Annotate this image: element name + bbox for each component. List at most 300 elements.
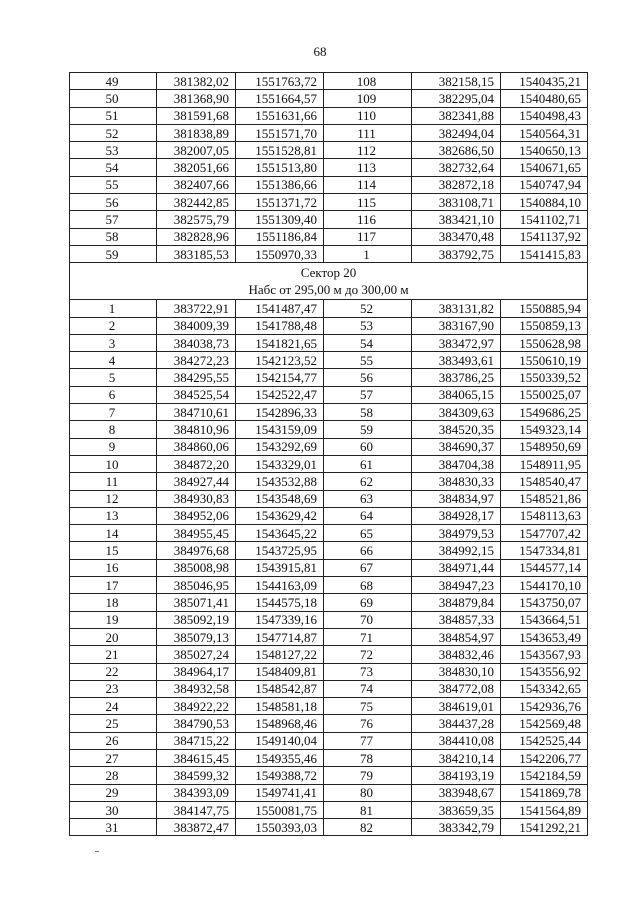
y-coordinate-left: 1547339,16 (236, 611, 324, 628)
y-coordinate-left: 1551386,66 (236, 176, 324, 193)
x-coordinate-right: 384437,28 (412, 715, 501, 732)
x-coordinate-right: 384947,23 (412, 577, 501, 594)
y-coordinate-left: 1551664,57 (236, 90, 324, 107)
x-coordinate-right: 384971,44 (412, 559, 501, 576)
y-coordinate-right: 1543556,92 (501, 663, 588, 680)
point-number-left: 27 (70, 749, 157, 766)
y-coordinate-right: 1548950,69 (501, 438, 588, 455)
y-coordinate-left: 1551528,81 (236, 142, 324, 159)
x-coordinate-right: 382158,15 (412, 73, 501, 90)
x-coordinate-right: 382341,88 (412, 107, 501, 124)
point-number-left: 28 (70, 767, 157, 784)
table-row (70, 715, 588, 732)
y-coordinate-right: 1548113,63 (501, 507, 588, 524)
point-number-left: 50 (70, 90, 157, 107)
x-coordinate-right: 384309,63 (412, 404, 501, 421)
x-coordinate-left: 384927,44 (157, 473, 236, 490)
x-coordinate-right: 384832,46 (412, 646, 501, 663)
point-number-left: 3 (70, 334, 157, 351)
y-coordinate-right: 1550339,52 (501, 369, 588, 386)
point-number-right: 112 (324, 142, 412, 159)
point-number-left: 19 (70, 611, 157, 628)
x-coordinate-right: 383421,10 (412, 211, 501, 228)
x-coordinate-right: 383786,25 (412, 369, 501, 386)
y-coordinate-left: 1549140,04 (236, 732, 324, 749)
point-number-right: 74 (324, 680, 412, 697)
y-coordinate-left: 1543159,09 (236, 421, 324, 438)
point-number-right: 110 (324, 107, 412, 124)
x-coordinate-left: 381591,68 (157, 107, 236, 124)
y-coordinate-right: 1540564,31 (501, 124, 588, 141)
x-coordinate-right: 383659,35 (412, 801, 501, 818)
point-number-right: 80 (324, 784, 412, 801)
point-number-right: 79 (324, 767, 412, 784)
table-row (70, 194, 588, 211)
point-number-left: 10 (70, 455, 157, 472)
table-row (70, 404, 588, 421)
y-coordinate-right: 1550628,98 (501, 334, 588, 351)
y-coordinate-right: 1540480,65 (501, 90, 588, 107)
y-coordinate-right: 1541415,83 (501, 245, 588, 262)
x-coordinate-left: 381838,89 (157, 124, 236, 141)
x-coordinate-right: 383792,75 (412, 245, 501, 262)
y-coordinate-left: 1542896,33 (236, 404, 324, 421)
x-coordinate-left: 384955,45 (157, 525, 236, 542)
y-coordinate-right: 1542184,59 (501, 767, 588, 784)
y-coordinate-right: 1543653,49 (501, 628, 588, 645)
x-coordinate-left: 384810,96 (157, 421, 236, 438)
y-coordinate-left: 1548409,81 (236, 663, 324, 680)
table-row (70, 628, 588, 645)
point-number-right: 76 (324, 715, 412, 732)
point-number-right: 60 (324, 438, 412, 455)
point-number-left: 58 (70, 228, 157, 245)
x-coordinate-right: 384210,14 (412, 749, 501, 766)
y-coordinate-right: 1540747,94 (501, 176, 588, 193)
point-number-right: 69 (324, 594, 412, 611)
sector-subtitle: Набс от 295,00 м до 300,00 м (248, 282, 409, 298)
table-row (70, 159, 588, 176)
y-coordinate-right: 1542525,44 (501, 732, 588, 749)
y-coordinate-left: 1548968,46 (236, 715, 324, 732)
point-number-left: 17 (70, 577, 157, 594)
table-row (70, 211, 588, 228)
x-coordinate-left: 383185,53 (157, 245, 236, 262)
point-number-left: 13 (70, 507, 157, 524)
table-row (70, 73, 588, 90)
x-coordinate-left: 382442,85 (157, 194, 236, 211)
point-number-left: 6 (70, 386, 157, 403)
y-coordinate-left: 1541821,65 (236, 334, 324, 351)
y-coordinate-right: 1550859,13 (501, 317, 588, 334)
x-coordinate-right: 384704,38 (412, 455, 501, 472)
y-coordinate-right: 1549323,14 (501, 421, 588, 438)
point-number-left: 53 (70, 142, 157, 159)
y-coordinate-left: 1547714,87 (236, 628, 324, 645)
y-coordinate-right: 1543750,07 (501, 594, 588, 611)
x-coordinate-left: 381368,90 (157, 90, 236, 107)
point-number-left: 4 (70, 352, 157, 369)
point-number-left: 20 (70, 628, 157, 645)
y-coordinate-right: 1544577,14 (501, 559, 588, 576)
y-coordinate-right: 1548540,47 (501, 473, 588, 490)
point-number-left: 54 (70, 159, 157, 176)
x-coordinate-right: 384690,37 (412, 438, 501, 455)
point-number-left: 24 (70, 698, 157, 715)
point-number-left: 8 (70, 421, 157, 438)
point-number-right: 67 (324, 559, 412, 576)
y-coordinate-right: 1550025,07 (501, 386, 588, 403)
y-coordinate-left: 1548581,18 (236, 698, 324, 715)
point-number-right: 63 (324, 490, 412, 507)
y-coordinate-right: 1544170,10 (501, 577, 588, 594)
y-coordinate-left: 1542154,77 (236, 369, 324, 386)
point-number-right: 68 (324, 577, 412, 594)
y-coordinate-left: 1549355,46 (236, 749, 324, 766)
y-coordinate-right: 1547707,42 (501, 525, 588, 542)
x-coordinate-left: 384525,54 (157, 386, 236, 403)
point-number-right: 55 (324, 352, 412, 369)
point-number-left: 15 (70, 542, 157, 559)
point-number-right: 77 (324, 732, 412, 749)
point-number-left: 9 (70, 438, 157, 455)
point-number-left: 1 (70, 300, 157, 317)
y-coordinate-left: 1551763,72 (236, 73, 324, 90)
point-number-left: 57 (70, 211, 157, 228)
x-coordinate-right: 384834,97 (412, 490, 501, 507)
y-coordinate-right: 1548911,95 (501, 455, 588, 472)
x-coordinate-right: 383131,82 (412, 300, 501, 317)
x-coordinate-left: 384860,06 (157, 438, 236, 455)
x-coordinate-right: 382872,18 (412, 176, 501, 193)
table-row (70, 767, 588, 784)
table-row (70, 525, 588, 542)
x-coordinate-left: 384710,61 (157, 404, 236, 421)
table-row (70, 732, 588, 749)
x-coordinate-right: 384857,33 (412, 611, 501, 628)
y-coordinate-right: 1543567,93 (501, 646, 588, 663)
x-coordinate-right: 384992,15 (412, 542, 501, 559)
y-coordinate-left: 1548127,22 (236, 646, 324, 663)
table-row (70, 507, 588, 524)
x-coordinate-right: 382295,04 (412, 90, 501, 107)
y-coordinate-right: 1541564,89 (501, 801, 588, 818)
point-number-left: 5 (70, 369, 157, 386)
x-coordinate-right: 384520,35 (412, 421, 501, 438)
x-coordinate-left: 385092,19 (157, 611, 236, 628)
table-row (70, 784, 588, 801)
y-coordinate-right: 1541292,21 (501, 819, 588, 836)
x-coordinate-left: 382007,05 (157, 142, 236, 159)
sector-header-row (70, 263, 588, 300)
table-section-before (70, 73, 588, 263)
point-number-right: 78 (324, 749, 412, 766)
x-coordinate-right: 384979,53 (412, 525, 501, 542)
point-number-right: 66 (324, 542, 412, 559)
y-coordinate-right: 1543664,51 (501, 611, 588, 628)
x-coordinate-left: 384930,83 (157, 490, 236, 507)
point-number-left: 26 (70, 732, 157, 749)
x-coordinate-left: 385046,95 (157, 577, 236, 594)
x-coordinate-left: 384715,22 (157, 732, 236, 749)
x-coordinate-right: 384830,10 (412, 663, 501, 680)
point-number-left: 52 (70, 124, 157, 141)
y-coordinate-left: 1550081,75 (236, 801, 324, 818)
x-coordinate-left: 384790,53 (157, 715, 236, 732)
y-coordinate-left: 1544163,09 (236, 577, 324, 594)
x-coordinate-left: 383872,47 (157, 819, 236, 836)
y-coordinate-left: 1541788,48 (236, 317, 324, 334)
x-coordinate-right: 384410,08 (412, 732, 501, 749)
scan-mark (95, 851, 99, 852)
y-coordinate-left: 1549388,72 (236, 767, 324, 784)
x-coordinate-left: 382407,66 (157, 176, 236, 193)
point-number-right: 70 (324, 611, 412, 628)
y-coordinate-right: 1550885,94 (501, 300, 588, 317)
page-number: 68 (313, 44, 327, 59)
y-coordinate-left: 1543725,95 (236, 542, 324, 559)
x-coordinate-right: 383108,71 (412, 194, 501, 211)
y-coordinate-left: 1551631,66 (236, 107, 324, 124)
point-number-left: 51 (70, 107, 157, 124)
table-row (70, 124, 588, 141)
x-coordinate-left: 384964,17 (157, 663, 236, 680)
y-coordinate-left: 1551513,80 (236, 159, 324, 176)
point-number-right: 1 (324, 245, 412, 262)
x-coordinate-right: 384193,19 (412, 767, 501, 784)
sector-title: Сектор 20 (300, 265, 357, 281)
x-coordinate-left: 384038,73 (157, 334, 236, 351)
x-coordinate-left: 384393,09 (157, 784, 236, 801)
table-row (70, 542, 588, 559)
x-coordinate-right: 382732,64 (412, 159, 501, 176)
x-coordinate-left: 384872,20 (157, 455, 236, 472)
y-coordinate-left: 1543915,81 (236, 559, 324, 576)
table-row (70, 352, 588, 369)
x-coordinate-left: 384599,32 (157, 767, 236, 784)
y-coordinate-right: 1543342,65 (501, 680, 588, 697)
point-number-right: 117 (324, 228, 412, 245)
x-coordinate-right: 384772,08 (412, 680, 501, 697)
point-number-right: 58 (324, 404, 412, 421)
coordinates-table (69, 72, 588, 836)
point-number-left: 59 (70, 245, 157, 262)
y-coordinate-left: 1541487,47 (236, 300, 324, 317)
y-coordinate-right: 1549686,25 (501, 404, 588, 421)
point-number-right: 73 (324, 663, 412, 680)
y-coordinate-left: 1551309,40 (236, 211, 324, 228)
y-coordinate-left: 1542522,47 (236, 386, 324, 403)
point-number-left: 11 (70, 473, 157, 490)
point-number-right: 53 (324, 317, 412, 334)
point-number-right: 59 (324, 421, 412, 438)
table-row (70, 421, 588, 438)
y-coordinate-left: 1543532,88 (236, 473, 324, 490)
y-coordinate-left: 1543629,42 (236, 507, 324, 524)
table-row (70, 801, 588, 818)
y-coordinate-right: 1540498,43 (501, 107, 588, 124)
y-coordinate-left: 1548542,87 (236, 680, 324, 697)
table-row (70, 577, 588, 594)
point-number-right: 113 (324, 159, 412, 176)
table-row (70, 698, 588, 715)
x-coordinate-left: 385079,13 (157, 628, 236, 645)
point-number-right: 116 (324, 211, 412, 228)
y-coordinate-right: 1542936,76 (501, 698, 588, 715)
point-number-right: 115 (324, 194, 412, 211)
y-coordinate-right: 1542206,77 (501, 749, 588, 766)
point-number-left: 22 (70, 663, 157, 680)
y-coordinate-left: 1543292,69 (236, 438, 324, 455)
x-coordinate-left: 385071,41 (157, 594, 236, 611)
y-coordinate-right: 1547334,81 (501, 542, 588, 559)
point-number-right: 54 (324, 334, 412, 351)
x-coordinate-left: 385027,24 (157, 646, 236, 663)
x-coordinate-right: 384619,01 (412, 698, 501, 715)
point-number-left: 29 (70, 784, 157, 801)
point-number-right: 52 (324, 300, 412, 317)
y-coordinate-right: 1540435,21 (501, 73, 588, 90)
y-coordinate-left: 1542123,52 (236, 352, 324, 369)
y-coordinate-right: 1541869,78 (501, 784, 588, 801)
y-coordinate-left: 1543548,69 (236, 490, 324, 507)
point-number-right: 65 (324, 525, 412, 542)
point-number-left: 21 (70, 646, 157, 663)
x-coordinate-right: 383342,79 (412, 819, 501, 836)
point-number-right: 111 (324, 124, 412, 141)
table-row (70, 334, 588, 351)
point-number-right: 71 (324, 628, 412, 645)
x-coordinate-right: 382686,50 (412, 142, 501, 159)
y-coordinate-left: 1550393,03 (236, 819, 324, 836)
table-section-after (70, 300, 588, 836)
y-coordinate-right: 1540671,65 (501, 159, 588, 176)
table-row (70, 107, 588, 124)
point-number-right: 64 (324, 507, 412, 524)
y-coordinate-left: 1551571,70 (236, 124, 324, 141)
point-number-left: 7 (70, 404, 157, 421)
x-coordinate-right: 384065,15 (412, 386, 501, 403)
table-row (70, 646, 588, 663)
point-number-right: 62 (324, 473, 412, 490)
point-number-right: 75 (324, 698, 412, 715)
point-number-left: 18 (70, 594, 157, 611)
point-number-right: 57 (324, 386, 412, 403)
point-number-left: 55 (70, 176, 157, 193)
x-coordinate-right: 383167,90 (412, 317, 501, 334)
y-coordinate-right: 1541102,71 (501, 211, 588, 228)
x-coordinate-left: 384295,55 (157, 369, 236, 386)
y-coordinate-right: 1550610,19 (501, 352, 588, 369)
x-coordinate-left: 382051,66 (157, 159, 236, 176)
y-coordinate-right: 1540650,13 (501, 142, 588, 159)
table-row (70, 490, 588, 507)
point-number-right: 61 (324, 455, 412, 472)
table-row (70, 386, 588, 403)
table-row (70, 749, 588, 766)
point-number-right: 72 (324, 646, 412, 663)
table-row (70, 142, 588, 159)
table-row (70, 317, 588, 334)
y-coordinate-left: 1544575,18 (236, 594, 324, 611)
x-coordinate-left: 382575,79 (157, 211, 236, 228)
x-coordinate-left: 382828,96 (157, 228, 236, 245)
x-coordinate-right: 384854,97 (412, 628, 501, 645)
point-number-right: 82 (324, 819, 412, 836)
table-row (70, 455, 588, 472)
y-coordinate-left: 1543645,22 (236, 525, 324, 542)
x-coordinate-right: 382494,04 (412, 124, 501, 141)
table-row (70, 819, 588, 836)
x-coordinate-left: 384009,39 (157, 317, 236, 334)
sector-header-section (70, 263, 588, 300)
x-coordinate-right: 383493,61 (412, 352, 501, 369)
x-coordinate-right: 384830,33 (412, 473, 501, 490)
table-row (70, 438, 588, 455)
y-coordinate-left: 1549741,41 (236, 784, 324, 801)
point-number-left: 14 (70, 525, 157, 542)
y-coordinate-left: 1551186,84 (236, 228, 324, 245)
x-coordinate-right: 383470,48 (412, 228, 501, 245)
y-coordinate-right: 1540884,10 (501, 194, 588, 211)
x-coordinate-right: 383948,67 (412, 784, 501, 801)
point-number-left: 31 (70, 819, 157, 836)
y-coordinate-left: 1543329,01 (236, 455, 324, 472)
table-row (70, 369, 588, 386)
point-number-left: 56 (70, 194, 157, 211)
y-coordinate-right: 1541137,92 (501, 228, 588, 245)
x-coordinate-left: 384615,45 (157, 749, 236, 766)
x-coordinate-left: 385008,98 (157, 559, 236, 576)
point-number-left: 23 (70, 680, 157, 697)
point-number-left: 49 (70, 73, 157, 90)
point-number-left: 25 (70, 715, 157, 732)
x-coordinate-left: 384147,75 (157, 801, 236, 818)
x-coordinate-left: 383722,91 (157, 300, 236, 317)
sector-header-cell (70, 263, 588, 300)
y-coordinate-right: 1548521,86 (501, 490, 588, 507)
point-number-right: 81 (324, 801, 412, 818)
table-row (70, 90, 588, 107)
point-number-right: 56 (324, 369, 412, 386)
table-row (70, 300, 588, 317)
x-coordinate-right: 384928,17 (412, 507, 501, 524)
y-coordinate-left: 1550970,33 (236, 245, 324, 262)
table-row (70, 663, 588, 680)
y-coordinate-left: 1551371,72 (236, 194, 324, 211)
table-row (70, 245, 588, 262)
x-coordinate-left: 384976,68 (157, 542, 236, 559)
point-number-right: 109 (324, 90, 412, 107)
x-coordinate-left: 384952,06 (157, 507, 236, 524)
table-row (70, 176, 588, 193)
point-number-left: 12 (70, 490, 157, 507)
y-coordinate-right: 1542569,48 (501, 715, 588, 732)
point-number-right: 108 (324, 73, 412, 90)
point-number-right: 114 (324, 176, 412, 193)
table-row (70, 611, 588, 628)
x-coordinate-right: 383472,97 (412, 334, 501, 351)
point-number-left: 30 (70, 801, 157, 818)
table-row (70, 680, 588, 697)
x-coordinate-left: 384272,23 (157, 352, 236, 369)
table-row (70, 559, 588, 576)
table-row (70, 473, 588, 490)
table-row (70, 594, 588, 611)
table-row (70, 228, 588, 245)
x-coordinate-left: 381382,02 (157, 73, 236, 90)
x-coordinate-left: 384932,58 (157, 680, 236, 697)
